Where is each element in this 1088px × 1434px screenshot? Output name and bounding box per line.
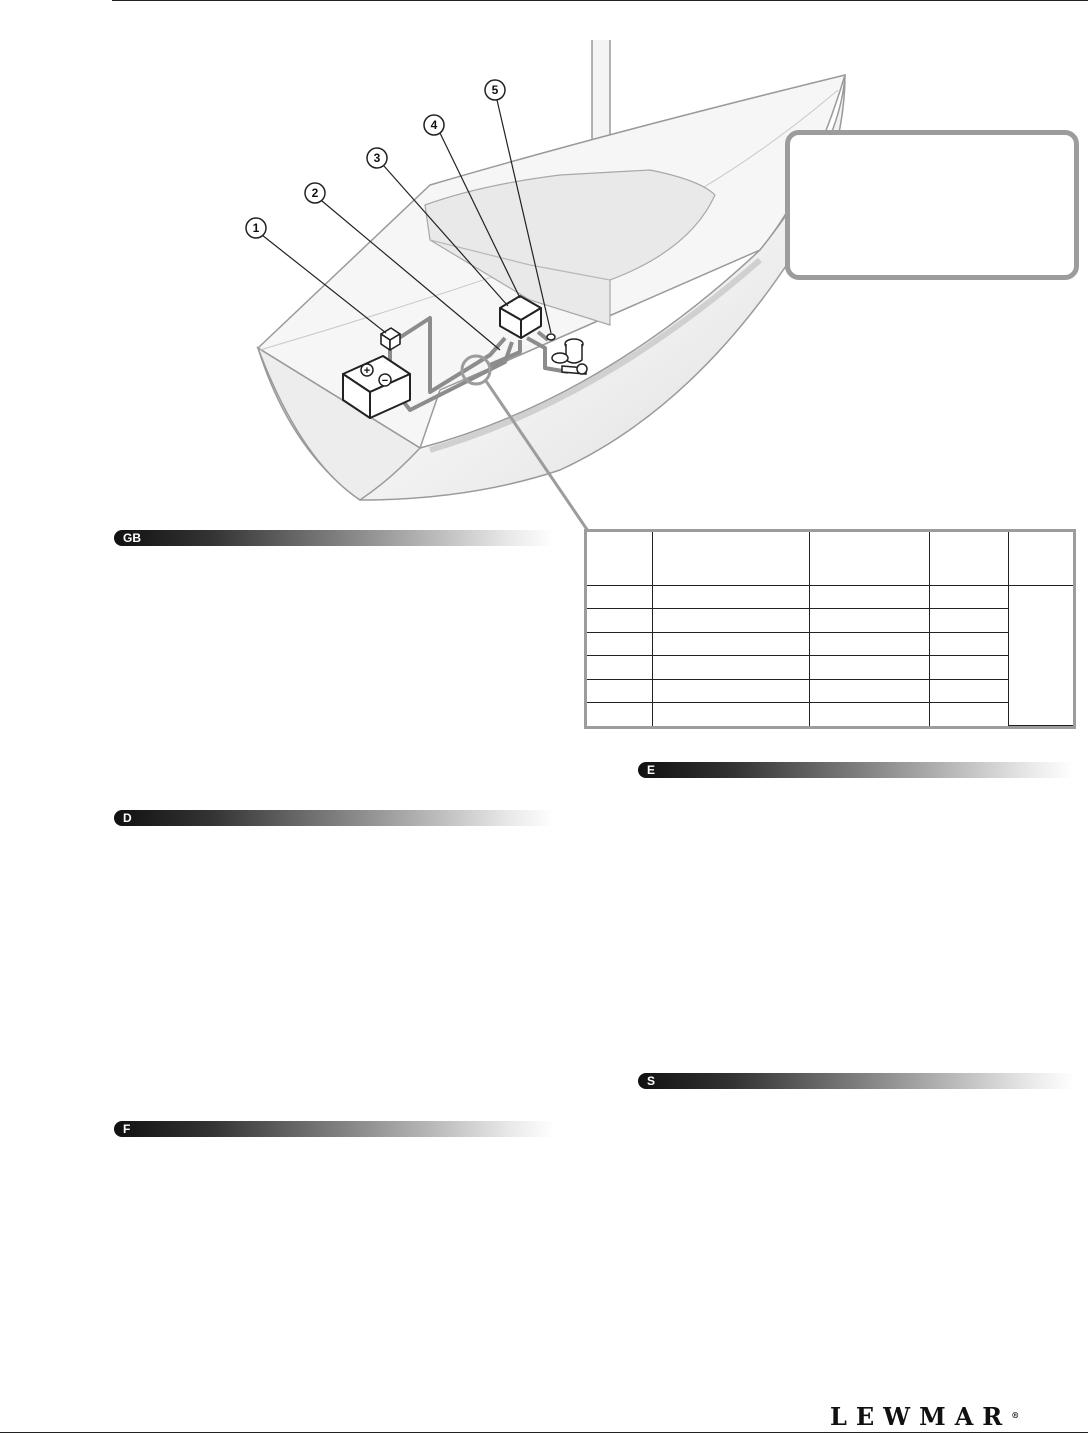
logo-text: LEWMAR [830, 1402, 1012, 1431]
deck-switch [547, 334, 555, 340]
section-s-label: S [647, 1074, 656, 1088]
callout-5 [485, 80, 505, 100]
callout-4 [424, 115, 444, 135]
callout-2-label: 2 [311, 186, 319, 200]
table-header-cell [587, 532, 652, 585]
battery-negative-label: − [381, 375, 389, 387]
table-cell [809, 656, 929, 679]
battery-positive-label: + [363, 365, 371, 377]
table-header-cell [809, 532, 929, 585]
table-cell [929, 679, 1008, 702]
table-cell [809, 609, 929, 632]
registered-mark: ® [1011, 1410, 1020, 1420]
table-cell [929, 585, 1008, 608]
table-cell [652, 585, 809, 608]
section-f-label: F [123, 1122, 131, 1136]
table-cell [587, 656, 652, 679]
table-header-row [587, 532, 1073, 585]
table-cell [652, 656, 809, 679]
table-cell [587, 632, 652, 655]
table-header-cell [1008, 532, 1073, 585]
callout-1 [246, 218, 266, 238]
table-row [587, 585, 1073, 608]
table-cell [652, 703, 809, 726]
lewmar-logo [830, 1404, 1019, 1430]
section-gb-label: GB [123, 531, 141, 545]
table-merged-cell [1008, 585, 1073, 725]
table-cell [652, 609, 809, 632]
table-cell [809, 585, 929, 608]
section-d-label: D [123, 811, 132, 825]
table-row [587, 632, 1073, 655]
cable-size-table [584, 529, 1076, 729]
table-row [587, 609, 1073, 632]
table-header-cell [652, 532, 809, 585]
table-row [587, 679, 1073, 702]
callout-4-label: 4 [430, 118, 438, 132]
table-header-cell [929, 532, 1008, 585]
section-e-header [638, 762, 1074, 778]
table-cell [809, 679, 929, 702]
callout-2 [305, 183, 325, 203]
callout-3-label: 3 [373, 151, 381, 165]
table-cell [587, 679, 652, 702]
section-e-label: E [647, 763, 656, 777]
table-cell [652, 679, 809, 702]
section-f-header [114, 1121, 554, 1137]
section-s-header [638, 1073, 1074, 1089]
bottom-rule [0, 1432, 1088, 1433]
section-d-header [114, 810, 554, 826]
table-cell [929, 703, 1008, 726]
table-cell [929, 632, 1008, 655]
table-cell [809, 632, 929, 655]
table-cell [929, 609, 1008, 632]
table-cell [809, 703, 929, 726]
table-cell [652, 632, 809, 655]
table-cell [929, 656, 1008, 679]
callout-1-label: 1 [252, 221, 260, 235]
table-cell [587, 609, 652, 632]
table-row [587, 703, 1073, 726]
table-row [587, 656, 1073, 679]
table-cell [587, 585, 652, 608]
callout-3 [367, 148, 387, 168]
table-cell [587, 703, 652, 726]
section-gb-header [114, 530, 554, 546]
info-callout-box [785, 130, 1079, 280]
callout-5-label: 5 [491, 83, 499, 97]
